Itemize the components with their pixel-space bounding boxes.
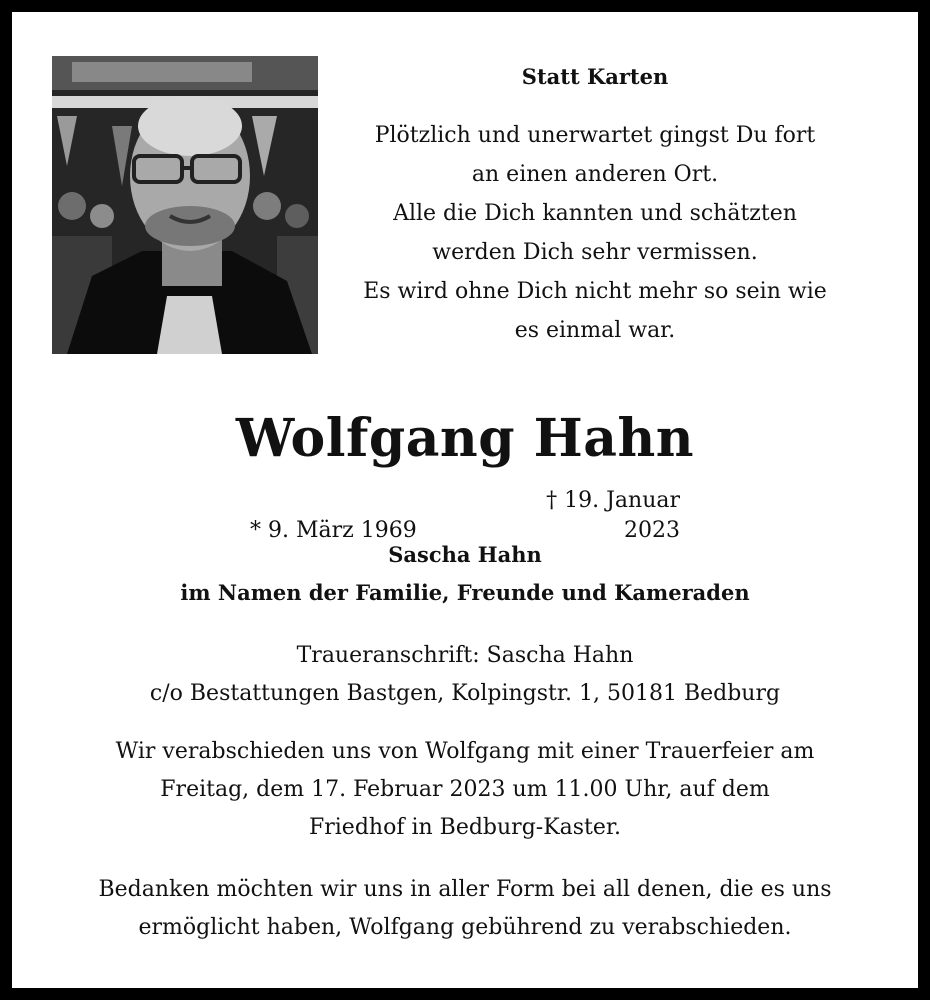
deceased-name: Wolfgang Hahn [235, 408, 695, 469]
intro-heading: Statt Karten [521, 64, 669, 89]
service-line: Freitag, dem 17. Februar 2023 um 11.00 Uhr, auf dem [160, 777, 770, 802]
signers [12, 536, 918, 612]
funeral-service-info [12, 733, 918, 847]
thanks-line: ermöglicht haben, Wolfgang gebührend zu verabschieden. [138, 915, 792, 940]
thanks-note [12, 871, 918, 947]
intro-section [342, 62, 848, 350]
death-date: † 19. Januar 2023 [546, 488, 680, 543]
poem-line: Plötzlich und unerwartet gingst Du fort [374, 123, 816, 148]
poem-line: Alle die Dich kannten und schätzten [393, 201, 797, 226]
signer-name: Sascha Hahn [388, 542, 542, 567]
poem-line: Es wird ohne Dich nicht mehr so sein wie [363, 279, 827, 304]
poem [342, 116, 848, 350]
signer-on-behalf: im Namen der Familie, Freunde und Kameraden [180, 580, 750, 605]
mourning-address [12, 637, 918, 713]
portrait-photo [52, 56, 318, 354]
service-line: Wir verabschieden uns von Wolfgang mit einer Trauerfeier am [115, 739, 815, 764]
poem-line: werden Dich sehr vermissen. [432, 240, 758, 265]
poem-line: es einmal war. [514, 318, 676, 343]
poem-line: an einen anderen Ort. [471, 162, 719, 187]
portrait-photo-image [52, 56, 318, 354]
service-line: Friedhof in Bedburg-Kaster. [308, 815, 622, 840]
thanks-line: Bedanken möchten wir uns in aller Form bei all denen, die es uns [98, 877, 832, 902]
obituary-card [12, 12, 918, 988]
address-line: Traueranschrift: Sascha Hahn [296, 643, 634, 668]
birth-date: * 9. März 1969 [250, 518, 417, 543]
address-line: c/o Bestattungen Bastgen, Kolpingstr. 1, 50181 Bedburg [149, 681, 781, 706]
